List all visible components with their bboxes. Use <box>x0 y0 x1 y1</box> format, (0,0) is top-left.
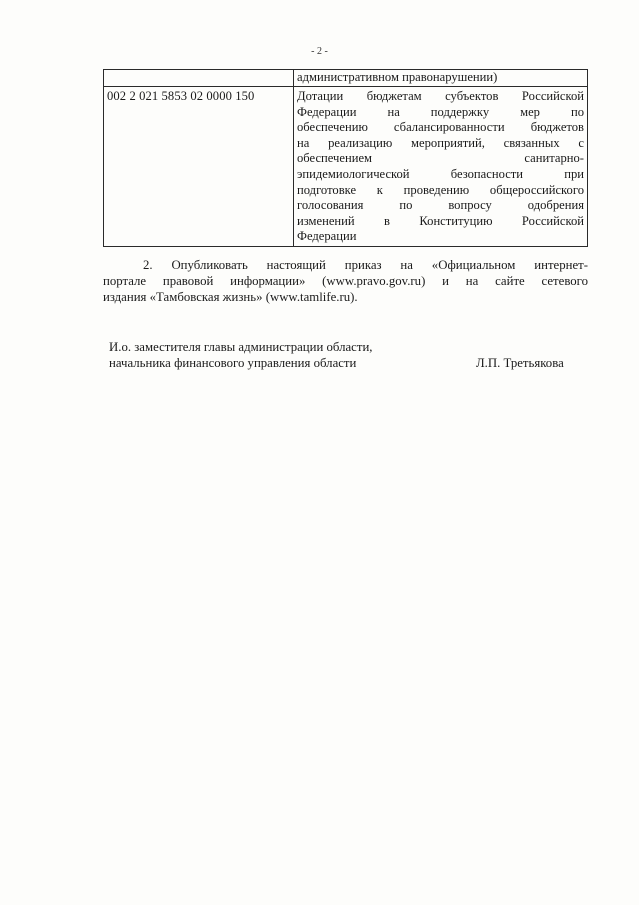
code-cell <box>104 87 294 247</box>
description-line: голосования по вопросу одобрения <box>297 198 584 213</box>
paragraph-line: 2. Опубликовать настоящий приказ на «Официальном интернет- <box>143 258 588 272</box>
description-line: Федерации на поддержку мер по <box>297 104 584 119</box>
page-number: - 2 - <box>311 46 328 57</box>
signer-name: Л.П. Третьякова <box>476 356 564 370</box>
description-line: обеспечением санитарно- <box>297 151 584 166</box>
position-line: И.о. заместителя главы администрации области, <box>109 340 373 354</box>
table-row <box>104 70 588 87</box>
position-line: начальника финансового управления области <box>109 355 357 370</box>
paragraph-line: портале правовой информации» (www.pravo.gov.ru) и на сайте сетевого <box>103 273 588 288</box>
publish-paragraph <box>103 258 588 305</box>
description-line: обеспечению сбалансированности бюджетов <box>297 120 584 135</box>
description-line: эпидемиологической безопасности при <box>297 166 584 181</box>
paragraph-line: издания «Тамбовская жизнь» (www.tamlife.ru). <box>103 289 358 304</box>
table-row <box>104 87 588 247</box>
description-line: изменений в Конституцию Российской <box>297 213 584 228</box>
description-cell <box>294 87 588 247</box>
description-line: Дотации бюджетам субъектов Российской <box>297 89 584 103</box>
description-cell: административном правонарушении) <box>294 70 588 87</box>
description-line: подготовке к проведению общероссийского <box>297 182 584 197</box>
budget-code: 002 2 021 5853 02 0000 150 <box>107 89 255 103</box>
budget-classification-table <box>103 69 588 247</box>
description-line: Федерации <box>297 229 357 244</box>
code-cell <box>104 70 294 87</box>
description-line: на реализацию мероприятий, связанных с <box>297 135 584 150</box>
